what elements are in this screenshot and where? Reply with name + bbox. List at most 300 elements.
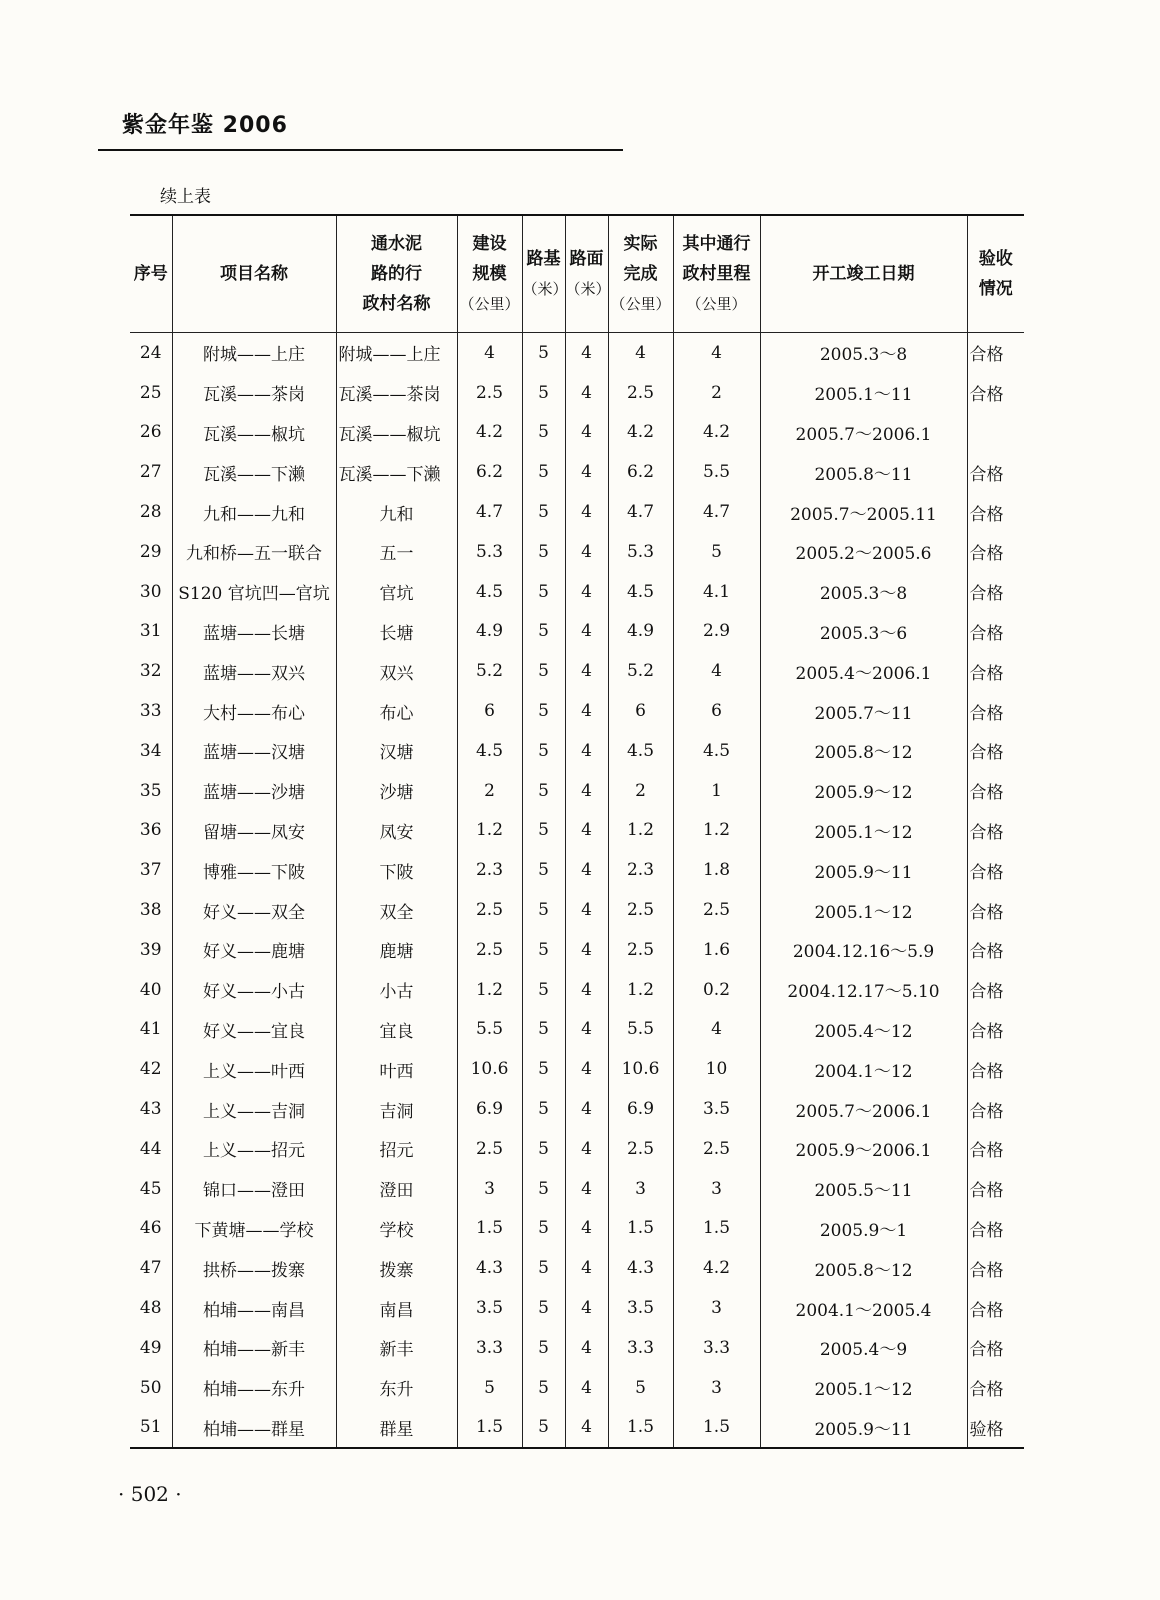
table-cell: 五一	[336, 532, 457, 572]
table-cell: 合格	[967, 731, 1024, 771]
table-cell: 合格	[967, 1248, 1024, 1288]
column-header	[967, 215, 1024, 333]
table-cell: 合格	[967, 1368, 1024, 1408]
table-cell: 1	[673, 771, 760, 811]
table-row	[130, 1368, 1024, 1408]
table-cell: 3.5	[673, 1089, 760, 1129]
table-cell: 瓦溪——茶岗	[172, 373, 336, 413]
table-cell: 2	[673, 373, 760, 413]
table-cell: 2.5	[608, 890, 673, 930]
table-cell: 50	[139, 1377, 162, 1398]
table-cell: 合格	[967, 771, 1024, 811]
table-cell: 38	[139, 900, 162, 921]
table-cell: 合格	[967, 850, 1024, 890]
table-cell: 2005.8～11	[760, 452, 967, 492]
road-project-table	[130, 214, 1024, 1449]
table-cell: 4	[565, 1368, 608, 1408]
column-header	[522, 215, 568, 333]
table-row	[130, 651, 1024, 691]
table-cell: 37	[139, 860, 162, 881]
table-cell: 2.5	[457, 890, 522, 930]
table-cell: 下陂	[336, 850, 457, 890]
table-cell: 1.5	[673, 1408, 760, 1449]
table-cell: 5	[522, 771, 565, 811]
table-row	[130, 1169, 1024, 1209]
table-cell: 2005.9～11	[760, 1408, 967, 1449]
table-cell: 合格	[967, 1010, 1024, 1050]
table-cell: 5	[522, 532, 565, 572]
table-cell: 24	[139, 342, 162, 363]
table-cell: 上义——叶西	[172, 1049, 336, 1089]
table-row	[130, 333, 1024, 373]
column-header-label: 序号	[133, 264, 168, 284]
table-cell: 2005.7～2006.1	[760, 413, 967, 453]
table-cell: 35	[139, 780, 162, 801]
table-cell: 2005.9～12	[760, 771, 967, 811]
table-cell: 4	[565, 1209, 608, 1249]
table-cell: 5.5	[457, 1010, 522, 1050]
column-header	[760, 215, 967, 333]
table-cell: 6.2	[608, 452, 673, 492]
table-cell: 2005.8～12	[760, 1248, 967, 1288]
column-header-label: 其中通行 政村里程	[682, 234, 751, 284]
table-cell: 1.5	[608, 1408, 673, 1449]
table-cell: 4.5	[457, 731, 522, 771]
table-cell: 6	[457, 691, 522, 731]
table-cell: 4.1	[673, 572, 760, 612]
table-cell: 4	[457, 333, 522, 373]
table-cell: 3.5	[457, 1288, 522, 1328]
table-row	[130, 970, 1024, 1010]
table-cell: 1.5	[608, 1209, 673, 1249]
table-cell: 合格	[967, 1328, 1024, 1368]
table-cell: 5.5	[608, 1010, 673, 1050]
table-cell: 5	[522, 1010, 565, 1050]
table-cell: 锦口——澄田	[172, 1169, 336, 1209]
table-cell: 2005.3～6	[760, 612, 967, 652]
table-cell: 凤安	[336, 811, 457, 851]
table-cell: 合格	[967, 452, 1024, 492]
table-cell: 4	[565, 1089, 608, 1129]
column-header	[336, 215, 457, 333]
table-cell: 5	[522, 651, 565, 691]
table-cell: 4.2	[673, 1248, 760, 1288]
table-cell: 4	[565, 1010, 608, 1050]
table-cell: 5	[522, 452, 565, 492]
table-cell: 4.5	[608, 572, 673, 612]
table-cell: 2005.4～2006.1	[760, 651, 967, 691]
table-cell: 5	[522, 413, 565, 453]
table-cell: 2004.1～2005.4	[760, 1288, 967, 1328]
table-cell: 6.2	[457, 452, 522, 492]
table-cell: 4.7	[457, 492, 522, 532]
table-cell: 5.2	[457, 651, 522, 691]
table-cell: 2005.4～9	[760, 1328, 967, 1368]
table-row	[130, 731, 1024, 771]
table-cell: 5	[522, 930, 565, 970]
table-cell: 新丰	[336, 1328, 457, 1368]
table-cell: 34	[139, 740, 162, 761]
table-cell: 九和——九和	[172, 492, 336, 532]
table-cell: 合格	[967, 492, 1024, 532]
table-cell: 5	[522, 890, 565, 930]
table-cell: 48	[139, 1298, 162, 1319]
table-cell: 4	[565, 1248, 608, 1288]
table-row	[130, 1129, 1024, 1169]
table-cell: 6	[673, 691, 760, 731]
column-header-label: 实际 完成	[623, 234, 658, 284]
table-cell: 4.3	[608, 1248, 673, 1288]
table-cell: 九和桥—五一联合	[172, 532, 336, 572]
table-cell: 合格	[967, 373, 1024, 413]
table-cell: 拱桥——拨寨	[172, 1248, 336, 1288]
table-cell: 澄田	[336, 1169, 457, 1209]
column-header-unit: （公里）	[459, 295, 520, 313]
table-cell: 5	[522, 1408, 565, 1449]
table-row	[130, 612, 1024, 652]
table-cell: 4	[565, 930, 608, 970]
table-cell: 九和	[336, 492, 457, 532]
table-cell: 28	[139, 502, 162, 523]
table-cell: 1.2	[673, 811, 760, 851]
table-cell: 5	[522, 1248, 565, 1288]
running-head: 紫金年鉴 2006	[122, 113, 288, 138]
table-row	[130, 1408, 1024, 1449]
table-row	[130, 572, 1024, 612]
table-cell: 5.3	[457, 532, 522, 572]
table-cell: 2.5	[608, 373, 673, 413]
table-cell: 10	[673, 1049, 760, 1089]
table-cell: 柏埔——南昌	[172, 1288, 336, 1328]
table-cell: 4	[565, 850, 608, 890]
table-cell: 1.6	[673, 930, 760, 970]
table-row	[130, 930, 1024, 970]
table-cell: 下黄塘——学校	[172, 1209, 336, 1249]
column-header-label: 项目名称	[220, 264, 288, 284]
table-cell: 2.5	[457, 373, 522, 413]
table-cell: 4	[565, 811, 608, 851]
table-cell: 47	[139, 1258, 162, 1279]
column-header-label: 建设 规模	[472, 234, 507, 284]
column-header	[172, 215, 336, 333]
table-cell: 27	[139, 462, 162, 483]
table-cell: 合格	[967, 1209, 1024, 1249]
table-cell: 3	[673, 1288, 760, 1328]
table-cell: 2005.8～12	[760, 731, 967, 771]
table-cell: 大村——布心	[172, 691, 336, 731]
table-row	[130, 850, 1024, 890]
table-row	[130, 373, 1024, 413]
table-cell: 5.5	[673, 452, 760, 492]
table-cell: 群星	[336, 1408, 457, 1449]
table-cell: 1.2	[457, 811, 522, 851]
table-cell: 2005.9～11	[760, 850, 967, 890]
table-cell: 4	[673, 333, 760, 373]
table-cell: 5.2	[608, 651, 673, 691]
table-cell: 2005.1～12	[760, 1368, 967, 1408]
table-cell: 4	[565, 970, 608, 1010]
table-cell: 上义——招元	[172, 1129, 336, 1169]
table-cell: 1.5	[673, 1209, 760, 1249]
column-header-unit: （米）	[522, 280, 568, 298]
table-cell: 2.5	[608, 930, 673, 970]
table-cell: 4.2	[608, 413, 673, 453]
table-cell: 合格	[967, 1288, 1024, 1328]
table-cell: 5	[522, 612, 565, 652]
table-cell: 29	[139, 541, 162, 562]
table-cell: 4	[565, 1169, 608, 1209]
table-cell: 合格	[967, 651, 1024, 691]
table-cell: 5	[522, 731, 565, 771]
table-cell: 2	[608, 771, 673, 811]
table-cell: 2.9	[673, 612, 760, 652]
table-cell: 4	[565, 333, 608, 373]
table-cell: 3	[673, 1169, 760, 1209]
table-cell: 1.2	[457, 970, 522, 1010]
table-cell: 附城——上庄	[336, 333, 457, 373]
table-cell: 4.9	[608, 612, 673, 652]
table-cell: 合格	[967, 1089, 1024, 1129]
table-cell: 柏埔——新丰	[172, 1328, 336, 1368]
table-row	[130, 413, 1024, 453]
table-row	[130, 811, 1024, 851]
table-cell: 5	[522, 811, 565, 851]
table-cell: 1.5	[457, 1408, 522, 1449]
table-cell: 10.6	[457, 1049, 522, 1089]
table-cell: 鹿塘	[336, 930, 457, 970]
column-header	[565, 215, 611, 333]
column-header-unit: （公里）	[610, 295, 671, 313]
table-cell: 学校	[336, 1209, 457, 1249]
table-cell: 4	[565, 890, 608, 930]
table-cell: 合格	[967, 970, 1024, 1010]
table-cell: 4.3	[457, 1248, 522, 1288]
table-cell: 5	[522, 1049, 565, 1089]
table-cell: 合格	[967, 572, 1024, 612]
table-cell: 3	[457, 1169, 522, 1209]
table-cell: 瓦溪——茶岗	[336, 373, 457, 413]
table-cell: 合格	[967, 333, 1024, 373]
table-cell: 2005.1～11	[760, 373, 967, 413]
table-cell: 6.9	[608, 1089, 673, 1129]
table-cell: 2005.7～2006.1	[760, 1089, 967, 1129]
table-cell: 2.5	[608, 1129, 673, 1169]
column-header	[608, 215, 673, 333]
table-cell: 3.3	[608, 1328, 673, 1368]
table-cell: 5	[457, 1368, 522, 1408]
table-cell: 东升	[336, 1368, 457, 1408]
table-row	[130, 1209, 1024, 1249]
table-cell: 2005.3～8	[760, 333, 967, 373]
header-rule	[98, 149, 623, 151]
table-cell: 26	[139, 422, 162, 443]
table-row	[130, 691, 1024, 731]
table-cell: 5	[522, 1209, 565, 1249]
table-cell: 4.5	[457, 572, 522, 612]
table-cell: 合格	[967, 1129, 1024, 1169]
table-cell: 2004.1～12	[760, 1049, 967, 1089]
table-cell: 5	[522, 572, 565, 612]
table-cell: 合格	[967, 1169, 1024, 1209]
table-cell: 2005.3～8	[760, 572, 967, 612]
table-cell: 博雅——下陂	[172, 850, 336, 890]
table-cell: 拨寨	[336, 1248, 457, 1288]
table-row	[130, 1248, 1024, 1288]
column-header-label: 路面	[569, 249, 604, 269]
table-cell: 好义——鹿塘	[172, 930, 336, 970]
table-cell: 布心	[336, 691, 457, 731]
column-header-label: 通水泥 路的行 政村名称	[362, 234, 431, 314]
table-cell: 招元	[336, 1129, 457, 1169]
table-cell: 汉塘	[336, 731, 457, 771]
column-header	[130, 215, 172, 333]
table-cell: 4	[565, 572, 608, 612]
table-cell: 4	[565, 373, 608, 413]
table-cell: 瓦溪——下濑	[336, 452, 457, 492]
table-cell: 2005.7～2005.11	[760, 492, 967, 532]
table-cell: 5	[673, 532, 760, 572]
table-cell: 2005.9～2006.1	[760, 1129, 967, 1169]
table-cell: 吉洞	[336, 1089, 457, 1129]
table-cell: 4	[565, 1049, 608, 1089]
table-cell: 合格	[967, 930, 1024, 970]
table-cell: 蓝塘——汉塘	[172, 731, 336, 771]
table-cell: 10.6	[608, 1049, 673, 1089]
table-row	[130, 890, 1024, 930]
table-cell: 32	[139, 661, 162, 682]
table-cell: 2005.5～11	[760, 1169, 967, 1209]
table-cell: 4.7	[608, 492, 673, 532]
table-cell: 42	[139, 1059, 162, 1080]
table-cell: 4.5	[608, 731, 673, 771]
table-cell: 4	[565, 691, 608, 731]
table-cell: 5	[608, 1368, 673, 1408]
table-cell: 合格	[967, 890, 1024, 930]
table-cell: 柏埔——东升	[172, 1368, 336, 1408]
table-cell: 2.3	[608, 850, 673, 890]
table-cell: 44	[139, 1138, 162, 1159]
table-cell: 2004.12.17～5.10	[760, 970, 967, 1010]
table-cell: 双兴	[336, 651, 457, 691]
table-cell: 2005.7～11	[760, 691, 967, 731]
table-body	[130, 333, 1024, 1449]
table-cell: 4.2	[457, 413, 522, 453]
table-cell: 合格	[967, 1049, 1024, 1089]
table-cell: 5	[522, 970, 565, 1010]
table-cell: 4.5	[673, 731, 760, 771]
table-cell: 4	[673, 1010, 760, 1050]
column-header-unit: （公里）	[686, 295, 747, 313]
table-cell: 25	[139, 382, 162, 403]
table-cell: 柏埔——群星	[172, 1408, 336, 1449]
table-cell: 蓝塘——长塘	[172, 612, 336, 652]
column-header-label: 验收 情况	[978, 249, 1013, 299]
table-cell: 2005.1～12	[760, 890, 967, 930]
table-cell: 4	[565, 1328, 608, 1368]
table-cell: 4.9	[457, 612, 522, 652]
table-cell: 5.3	[608, 532, 673, 572]
table-cell: 4	[565, 1129, 608, 1169]
table-cell: 1.2	[608, 811, 673, 851]
table-cell: 瓦溪——下濑	[172, 452, 336, 492]
table-cell: 5	[522, 1169, 565, 1209]
table-cell: 5	[522, 492, 565, 532]
table-cell: 附城——上庄	[172, 333, 336, 373]
table-cell: 好义——双全	[172, 890, 336, 930]
table-cell: 4	[608, 333, 673, 373]
table-cell: 3.3	[673, 1328, 760, 1368]
table-cell: 2005.9～1	[760, 1209, 967, 1249]
table-cell: 小古	[336, 970, 457, 1010]
table-cell: 4	[565, 771, 608, 811]
table-cell: 1.5	[457, 1209, 522, 1249]
table-row	[130, 1049, 1024, 1089]
column-header-unit: （米）	[565, 280, 611, 298]
table-cell: 0.2	[673, 970, 760, 1010]
table-cell: 上义——吉洞	[172, 1089, 336, 1129]
table-row	[130, 1328, 1024, 1368]
table-cell: 5	[522, 850, 565, 890]
table-cell: 沙塘	[336, 771, 457, 811]
table-cell: 4	[565, 731, 608, 771]
table-cell: 51	[139, 1417, 162, 1438]
table-cell: 5	[522, 691, 565, 731]
table-cell: 叶西	[336, 1049, 457, 1089]
table-cell: 5	[522, 1328, 565, 1368]
table-cell: 5	[522, 333, 565, 373]
table-cell: 2005.4～12	[760, 1010, 967, 1050]
table-cell: 4	[673, 651, 760, 691]
table-cell: 4	[565, 413, 608, 453]
table-row	[130, 1089, 1024, 1129]
table-cell: 41	[139, 1019, 162, 1040]
table-cell: 5	[522, 1089, 565, 1129]
table-cell: 30	[139, 581, 162, 602]
table-cell: 4	[565, 1408, 608, 1449]
table-cell: S120 官坑凹—官坑	[172, 572, 336, 612]
table-cell: 2.5	[673, 1129, 760, 1169]
table-cell: 4	[565, 492, 608, 532]
table-cell: 好义——宜良	[172, 1010, 336, 1050]
road-project-table-container	[130, 214, 1024, 1449]
table-cell: 3.5	[608, 1288, 673, 1328]
table-cell: 5	[522, 1288, 565, 1328]
page-number: · 502 ·	[118, 1482, 182, 1506]
column-header	[457, 215, 522, 333]
table-cell: 1.2	[608, 970, 673, 1010]
table-cell: 合格	[967, 811, 1024, 851]
table-cell: 2004.12.16～5.9	[760, 930, 967, 970]
table-cell: 40	[139, 979, 162, 1000]
column-header-label: 路基	[526, 249, 561, 269]
table-cell: 瓦溪——椒坑	[172, 413, 336, 453]
table-cell: 4.2	[673, 413, 760, 453]
table-cell: 6.9	[457, 1089, 522, 1129]
table-cell: 4	[565, 532, 608, 572]
table-cell: 31	[139, 621, 162, 642]
table-cell: 2005.2～2005.6	[760, 532, 967, 572]
table-cell: 4	[565, 612, 608, 652]
table-cell: 双全	[336, 890, 457, 930]
table-row	[130, 771, 1024, 811]
table-cell: 2.5	[673, 890, 760, 930]
table-cell: 验格	[967, 1408, 1024, 1449]
table-cell: 2	[457, 771, 522, 811]
table-header-row	[130, 215, 1024, 333]
continued-label: 续上表	[160, 187, 211, 207]
table-cell: 2005.1～12	[760, 811, 967, 851]
table-cell: 1.8	[673, 850, 760, 890]
